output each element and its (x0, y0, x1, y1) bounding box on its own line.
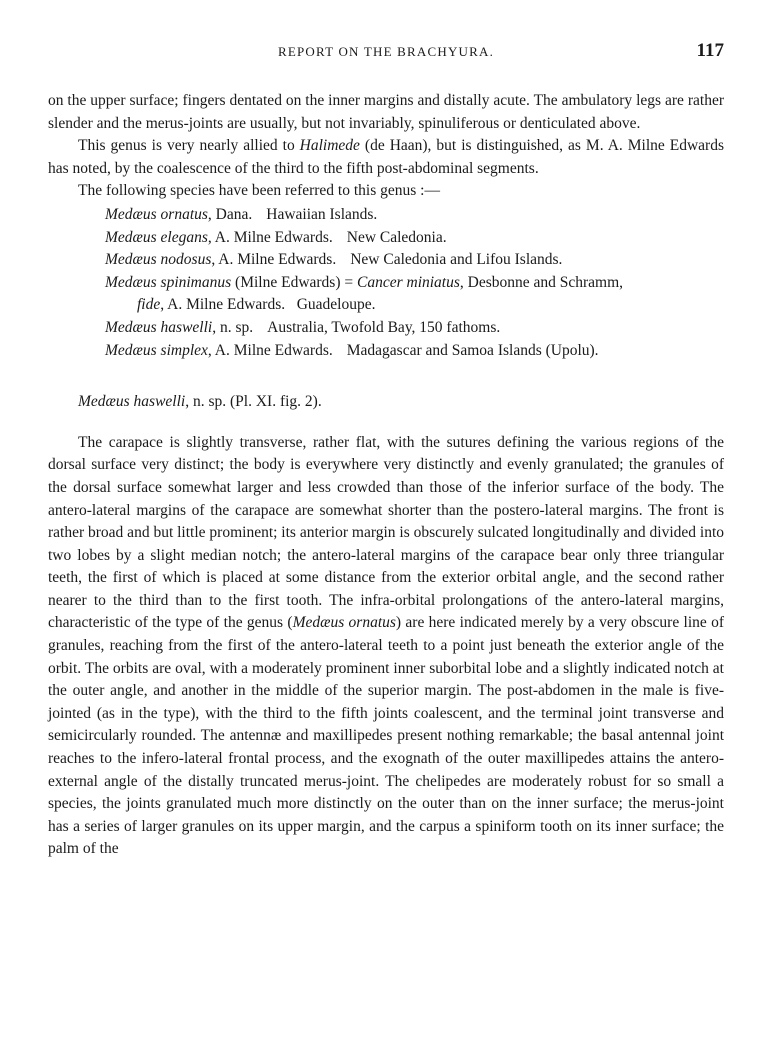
intro-paragraph-2-start: This genus is very nearly allied to (78, 137, 300, 155)
species-heading-rest: , n. sp. (Pl. XI. fig. 2). (185, 393, 322, 411)
species-item (105, 249, 724, 272)
species-name: Medæus spinimanus (105, 273, 232, 291)
species-name: Medæus nodosus (105, 251, 212, 269)
page-header (48, 40, 724, 66)
species-authority: (Milne Edwards) = (231, 273, 357, 291)
species-locality: , A. Milne Edwards. Guadeloupe. (160, 296, 376, 314)
species-name: Medæus haswelli (105, 318, 213, 336)
intro-paragraph-3: The following species have been referred to this genus :— (78, 182, 440, 200)
description-part-2: ) are here indicated merely by a very obscure line of granules, reaching from the first of the antero-lateral teeth to a point just beneath the exterior angle of the orbit. The orbits are oval, with a moderately prominent inner suborbital lobe and a slightly indicated notch at the outer angle, and another in the middle of the superior margin. The post-abdomen in the male is five-jointed (as in the type), with the third to the fifth joints coalescent, and the terminal joint transverse and semicircularly rounded. The antennæ and maxillipedes present nothing remarkable; the basal antennal joint reaches to the infero-lateral frontal process, and the exognath of the outer maxillipedes attains the antero-external angle of the distally truncated merus-joint. The chelipedes are moderately robust for so small a species, the joints granulated much more distinctly on the outer than on the inner surface; the merus-joint has a series of larger granules on its upper margin, and the carpus a spiniform tooth on its inner surface; the palm of the (48, 614, 724, 858)
species-locality: New Caledonia. (346, 228, 447, 246)
species-authority: , A. Milne Edwards. (207, 341, 333, 359)
species-item (105, 272, 724, 317)
genus-name-halimede: Halimede (299, 137, 360, 155)
intro-paragraph-2-end: (de Haan), but is distinguished, as M. A. Milne Edwards has noted, by the coalescence of the third to the fifth post-abdominal segments. (48, 137, 724, 177)
species-list (48, 204, 724, 362)
species-locality: New Caledonia and Lifou Islands. (350, 251, 563, 269)
species-synonym: Cancer miniatus (357, 273, 460, 291)
species-item (105, 204, 724, 227)
species-locality: Australia, Twofold Bay, 150 fathoms. (267, 318, 501, 336)
species-fide: fide (137, 296, 161, 314)
species-name: Medæus ornatus (105, 205, 208, 223)
description-part-1: The carapace is slightly transverse, rather flat, with the sutures defining the various regions of the dorsal surface very distinct; the body is everywhere very distinctly and evenly granulated; the granules of the dorsal surface somewhat larger and less crowded than those of the inferior surface of the body. The antero-lateral margins of the carapace are somewhat shorter than the postero-lateral margins. The front is rather broad and but little prominent; its anterior margin is obscurely sulcated longitudinally and divided into two lobes by a slight median notch; the antero-lateral margins of the carapace bear only three triangular teeth, the first of which is placed at some distance from the exterior orbital angle, and the second rather nearer to the third than to the first tooth. The infra-orbital prolongations of the antero-lateral margins, characteristic of the type of the genus ( (48, 433, 724, 632)
description-type-species: Medæus ornatus (292, 614, 396, 632)
page-number: 117 (696, 40, 724, 61)
species-name: Medæus elegans (105, 228, 208, 246)
species-locality: Madagascar and Samoa Islands (Upolu). (346, 341, 599, 359)
intro-paragraph-2 (48, 135, 724, 180)
species-heading (78, 391, 724, 414)
species-authority: , A. Milne Edwards. (207, 228, 333, 246)
species-name: Medæus simplex (105, 341, 208, 359)
species-item (105, 317, 724, 340)
species-locality: Hawaiian Islands. (266, 205, 378, 223)
species-item (105, 340, 724, 363)
species-authority: , A. Milne Edwards. (211, 251, 337, 269)
running-head: REPORT ON THE BRACHYURA. (277, 44, 495, 59)
species-heading-name: Medæus haswelli (78, 393, 186, 411)
species-authority: , n. sp. (212, 318, 254, 336)
species-description (48, 432, 724, 861)
species-authority: , Dana. (207, 205, 253, 223)
species-synonym-author: , Desbonne and Schramm, (459, 273, 624, 291)
page (48, 40, 724, 861)
species-item (105, 227, 724, 250)
intro-paragraph-1: on the upper surface; fingers dentated on the inner margins and distally acute. The ambulatory legs are rather slender and the merus-joints are usually, but not invariably, spinuliferous or denticulated above. (48, 92, 724, 132)
